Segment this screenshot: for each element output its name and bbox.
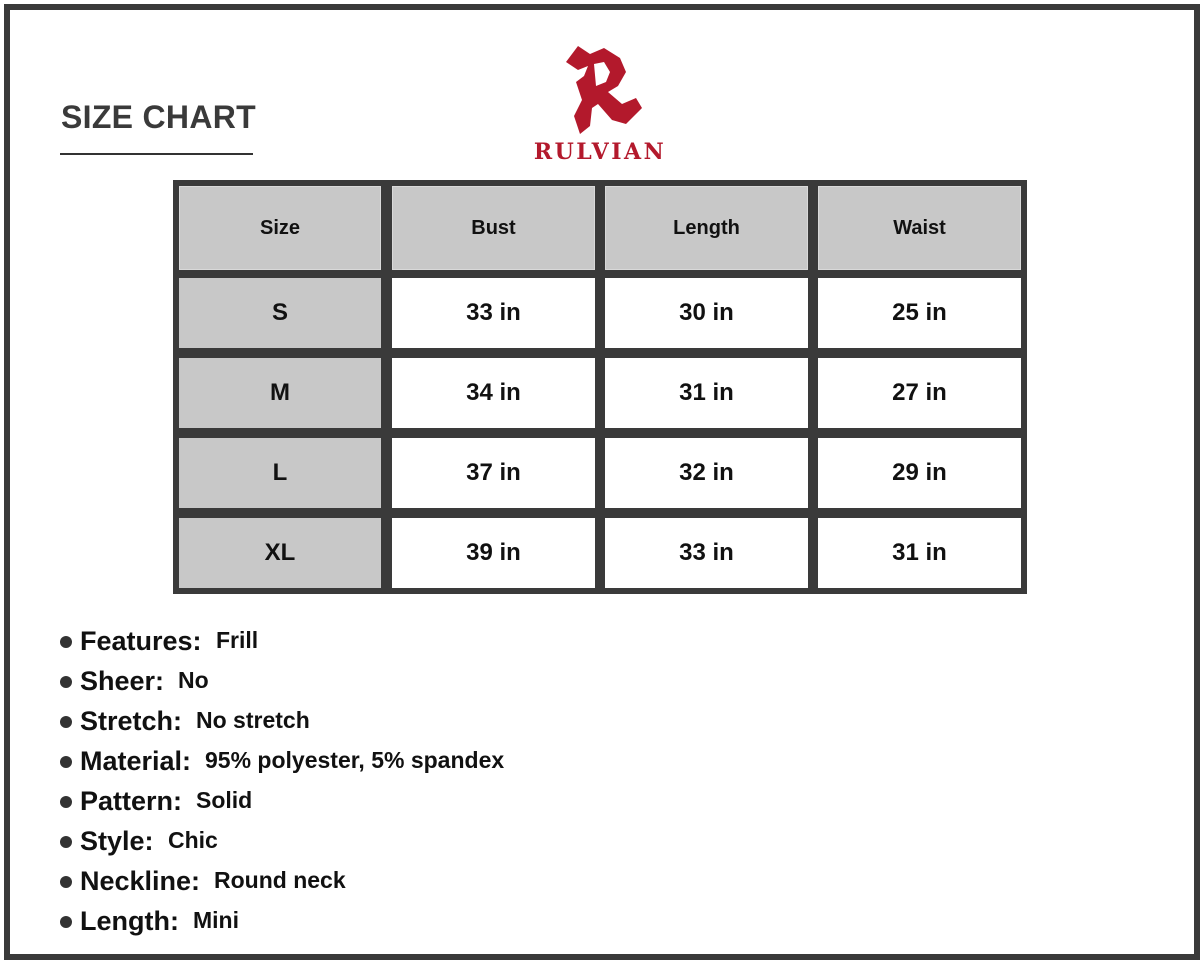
table-value-cell: 30 in — [605, 278, 808, 348]
spec-value: Frill — [216, 627, 259, 653]
spec-label: Stretch: — [80, 706, 183, 736]
brand-logo-icon — [560, 42, 644, 134]
title-underline — [60, 153, 253, 155]
spec-label: Neckline: — [80, 866, 201, 896]
spec-label: Material: — [80, 746, 192, 776]
table-value-cell: 37 in — [392, 438, 595, 508]
table-header-cell: Waist — [818, 186, 1021, 270]
spec-label: Features: — [80, 626, 202, 656]
bullet-icon — [60, 756, 72, 768]
table-value-cell: 33 in — [392, 278, 595, 348]
size-table — [173, 180, 1027, 594]
spec-value: No stretch — [196, 707, 310, 733]
table-value-cell: 32 in — [605, 438, 808, 508]
table-value-cell: 25 in — [818, 278, 1021, 348]
spec-label: Length: — [80, 906, 179, 936]
spec-label: Style: — [80, 826, 154, 856]
bullet-icon — [60, 716, 72, 728]
spec-value: Solid — [196, 787, 253, 813]
bullet-icon — [60, 796, 72, 808]
table-size-cell: S — [179, 278, 381, 348]
table-size-cell: XL — [179, 518, 381, 588]
spec-value: Mini — [193, 907, 239, 933]
spec-value: Chic — [168, 827, 218, 853]
bullet-icon — [60, 836, 72, 848]
spec-label: Pattern: — [80, 786, 183, 816]
page-title: SIZE CHART — [61, 99, 256, 135]
table-header-cell: Bust — [392, 186, 595, 270]
spec-value: 95% polyester, 5% spandex — [205, 747, 505, 773]
bullet-icon — [60, 916, 72, 928]
table-value-cell: 34 in — [392, 358, 595, 428]
spec-label: Sheer: — [80, 666, 165, 696]
bullet-icon — [60, 676, 72, 688]
table-value-cell: 29 in — [818, 438, 1021, 508]
table-size-cell: L — [179, 438, 381, 508]
table-value-cell: 33 in — [605, 518, 808, 588]
table-value-cell: 27 in — [818, 358, 1021, 428]
spec-value: Round neck — [214, 867, 346, 893]
spec-value: No — [178, 667, 209, 693]
table-value-cell: 31 in — [605, 358, 808, 428]
table-value-cell: 31 in — [818, 518, 1021, 588]
table-value-cell: 39 in — [392, 518, 595, 588]
brand-name: RULVIAN — [533, 139, 667, 165]
table-size-cell: M — [179, 358, 381, 428]
table-header-cell: Length — [605, 186, 808, 270]
bullet-icon — [60, 636, 72, 648]
table-header-cell: Size — [179, 186, 381, 270]
bullet-icon — [60, 876, 72, 888]
